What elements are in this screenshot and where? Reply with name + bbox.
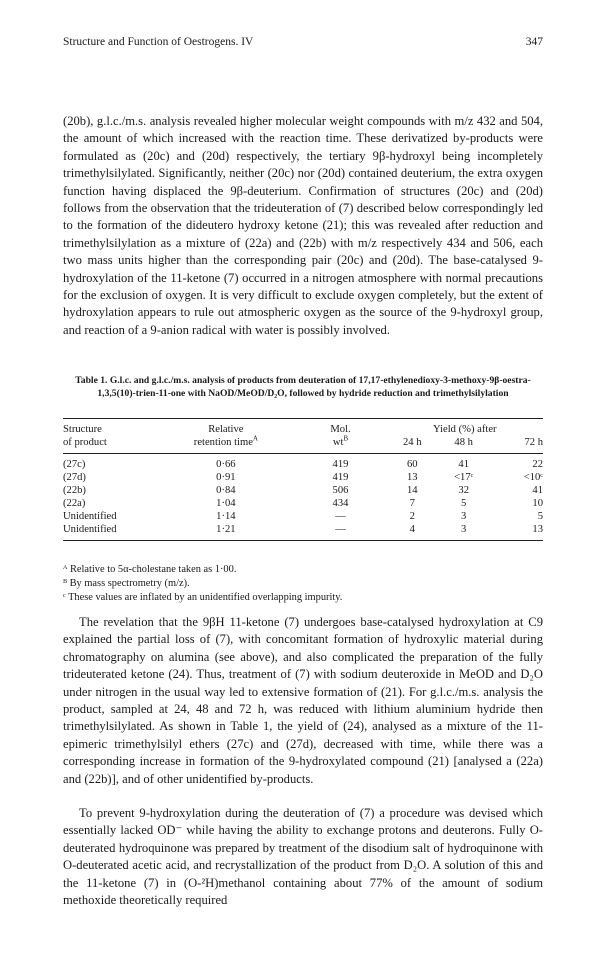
header-structure: Structure: [63, 419, 157, 437]
cell-yield-48h: 41: [458, 459, 469, 470]
body-paragraph-3: To prevent 9-hydroxylation during the deuteration of (7) a procedure was devised which essentially lacked OD⁻ while having the ability to exchange protons and deuterons. Fully O-deuterated hydroquinone was prepared by treatment of the disodium salt of hydroquinone with O-deuterated acetic acid, and recrystallization of the product from D₂O. A solution of this and the 11-ketone (7) in (O-²H)methanol containing about 77% of the amount of sodium methoxide theoretically required: [63, 806, 543, 908]
cell-yield-48h: 32: [458, 485, 469, 496]
footnote-c: ᶜ These values are inflated by an unidentified overlapping impurity.: [63, 592, 343, 603]
cell-yield-24h: 60: [406, 459, 418, 470]
cell-retention: 1·14: [216, 511, 236, 522]
results-table: [63, 418, 543, 541]
table-row: [63, 484, 543, 497]
cell-yield-24h: 2: [409, 511, 415, 522]
header-mol-wt-line2: $wt^B$: [294, 436, 386, 454]
cell-mol-wt: 419: [332, 472, 349, 483]
cell-yield-72h: 41: [532, 485, 543, 496]
footnote-b: ᴮ By mass spectrometry (m/z).: [63, 578, 190, 589]
cell-yield-48h: 3: [438, 523, 489, 541]
header-yield-24h: 24 h: [387, 436, 438, 454]
table-row: [63, 497, 543, 510]
cell-structure: (27d): [63, 472, 86, 483]
table-footnotes: [63, 563, 543, 605]
cell-retention: 0·84: [216, 485, 236, 496]
cell-yield-24h: 13: [406, 472, 418, 483]
running-head-title: Structure and Function of Oestrogens. IV: [63, 36, 254, 48]
table-body: [63, 454, 543, 541]
running-head: [63, 36, 543, 48]
cell-structure: (22a): [63, 498, 86, 509]
cell-structure: Unidentified: [63, 511, 117, 522]
cell-yield-72h: <10ᶜ: [523, 472, 543, 483]
cell-retention: 1·21: [157, 523, 294, 541]
body-paragraph-2: The revelation that the 9βH 11-ketone (7) undergoes base-catalysed hydroxylation at C9 explained the partial loss of (7), with concomitant formation of hydroxylic material during chromatography on alumina (see above), and also complicated the preparation of the fully trideuterated ketone (24). Thus, treatment of (7) with sodium deuteroxide in MeOD and D₂O under nitrogen in the usual way led to extensive formation of (21). For g.l.c./m.s. analysis the product, sampled at 24, 48 and 72 h, was reduced with lithium aluminium hydride then trimethylsilylated. As shown in Table 1, the yield of (24), analysed as a mixture of the 11-epimeric trimethylsilyl ethers (27c) and (27d), decreased with time, while there was a corresponding increase in formation of the 9-hydroxylated compound (21) [analysed a (22a) and (22b)], and of other unidentified by-products.: [63, 615, 543, 786]
cell-mol-wt: —: [294, 523, 386, 541]
header-yield-48h: 48 h: [438, 436, 489, 454]
cell-yield-48h: 5: [461, 498, 467, 509]
cell-yield-24h: 4: [387, 523, 438, 541]
cell-retention: 0·66: [216, 459, 236, 470]
header-yield: Yield (%) after: [387, 419, 543, 437]
header-structure-line2: of product: [63, 436, 157, 454]
page-number: 347: [525, 36, 543, 48]
cell-yield-72h: 13: [489, 523, 543, 541]
cell-retention: 1·04: [216, 498, 236, 509]
table-row: [63, 471, 543, 484]
cell-mol-wt: 419: [332, 459, 349, 470]
cell-yield-48h: <17ᶜ: [454, 472, 474, 483]
cell-yield-72h: 22: [532, 459, 543, 470]
table-row: [63, 454, 543, 472]
cell-structure: (27c): [63, 459, 86, 470]
footnote-a: ᴬ Relative to 5α-cholestane taken as 1·00.: [63, 564, 237, 575]
cell-mol-wt: 434: [332, 498, 349, 509]
cell-yield-24h: 14: [406, 485, 418, 496]
cell-yield-48h: 3: [461, 511, 467, 522]
header-retention: Relative: [157, 419, 294, 437]
cell-structure: Unidentified: [63, 523, 157, 541]
body-paragraph-1: (20b), g.l.c./m.s. analysis revealed higher molecular weight compounds with m/z 432 and 504, the amount of which increased with the reaction time. These derivatized by-products were formulated as (20c) and (20d) respectively, the tertiary 9β-hydroxyl being incompletely trimethylsilylated. Significantly, neither (20c) nor (20d) contained deuterium, the extra oxygen function having displaced the 9β-deuterium. Confirmation of structures (20c) and (20d) follows from the observation that the trideuteration of (7) described below correspondingly led to the formation of the dideutero hydroxy ketone (21); this was revealed after reduction and trimethylsilylation as a mixture of (22a) and (22b) with m/z respectively 434 and 506, each two mass units higher than the corresponding pair (20c) and (20d). The base-catalysed 9-hydroxylation of the 11-ketone (7) occurred in a nitrogen atmosphere with normal precautions for the exclusion of oxygen. It is very difficult to exclude oxygen completely, but the extent of hydroxylation appears to rule out atmospheric oxygen as the source of the 9-hydroxyl group, and reaction of a 9-anion radical with water is possibly involved.: [63, 114, 543, 337]
cell-retention: 0·91: [216, 472, 236, 483]
table-row: [63, 523, 543, 541]
cell-mol-wt: 506: [332, 485, 349, 496]
cell-structure: (22b): [63, 485, 86, 496]
header-retention-line2: retention time$^A$: [157, 436, 294, 454]
table-row: [63, 510, 543, 523]
cell-mol-wt: —: [335, 511, 346, 522]
cell-yield-72h: 10: [532, 498, 543, 509]
header-yield-72h: 72 h: [489, 436, 543, 454]
cell-yield-24h: 7: [409, 498, 415, 509]
table-caption: Table 1. G.l.c. and g.l.c./m.s. analysis of products from deuteration of 17,17-ethylenedioxy-3-methoxy-9β-oestra-1,3,5(10)-trien-11-one with NaOD/MeOD/D₂O, followed by hydride reduction and trimethylsilylation: [75, 375, 531, 399]
cell-yield-72h: 5: [537, 511, 543, 522]
header-mol-wt: Mol.: [294, 419, 386, 437]
